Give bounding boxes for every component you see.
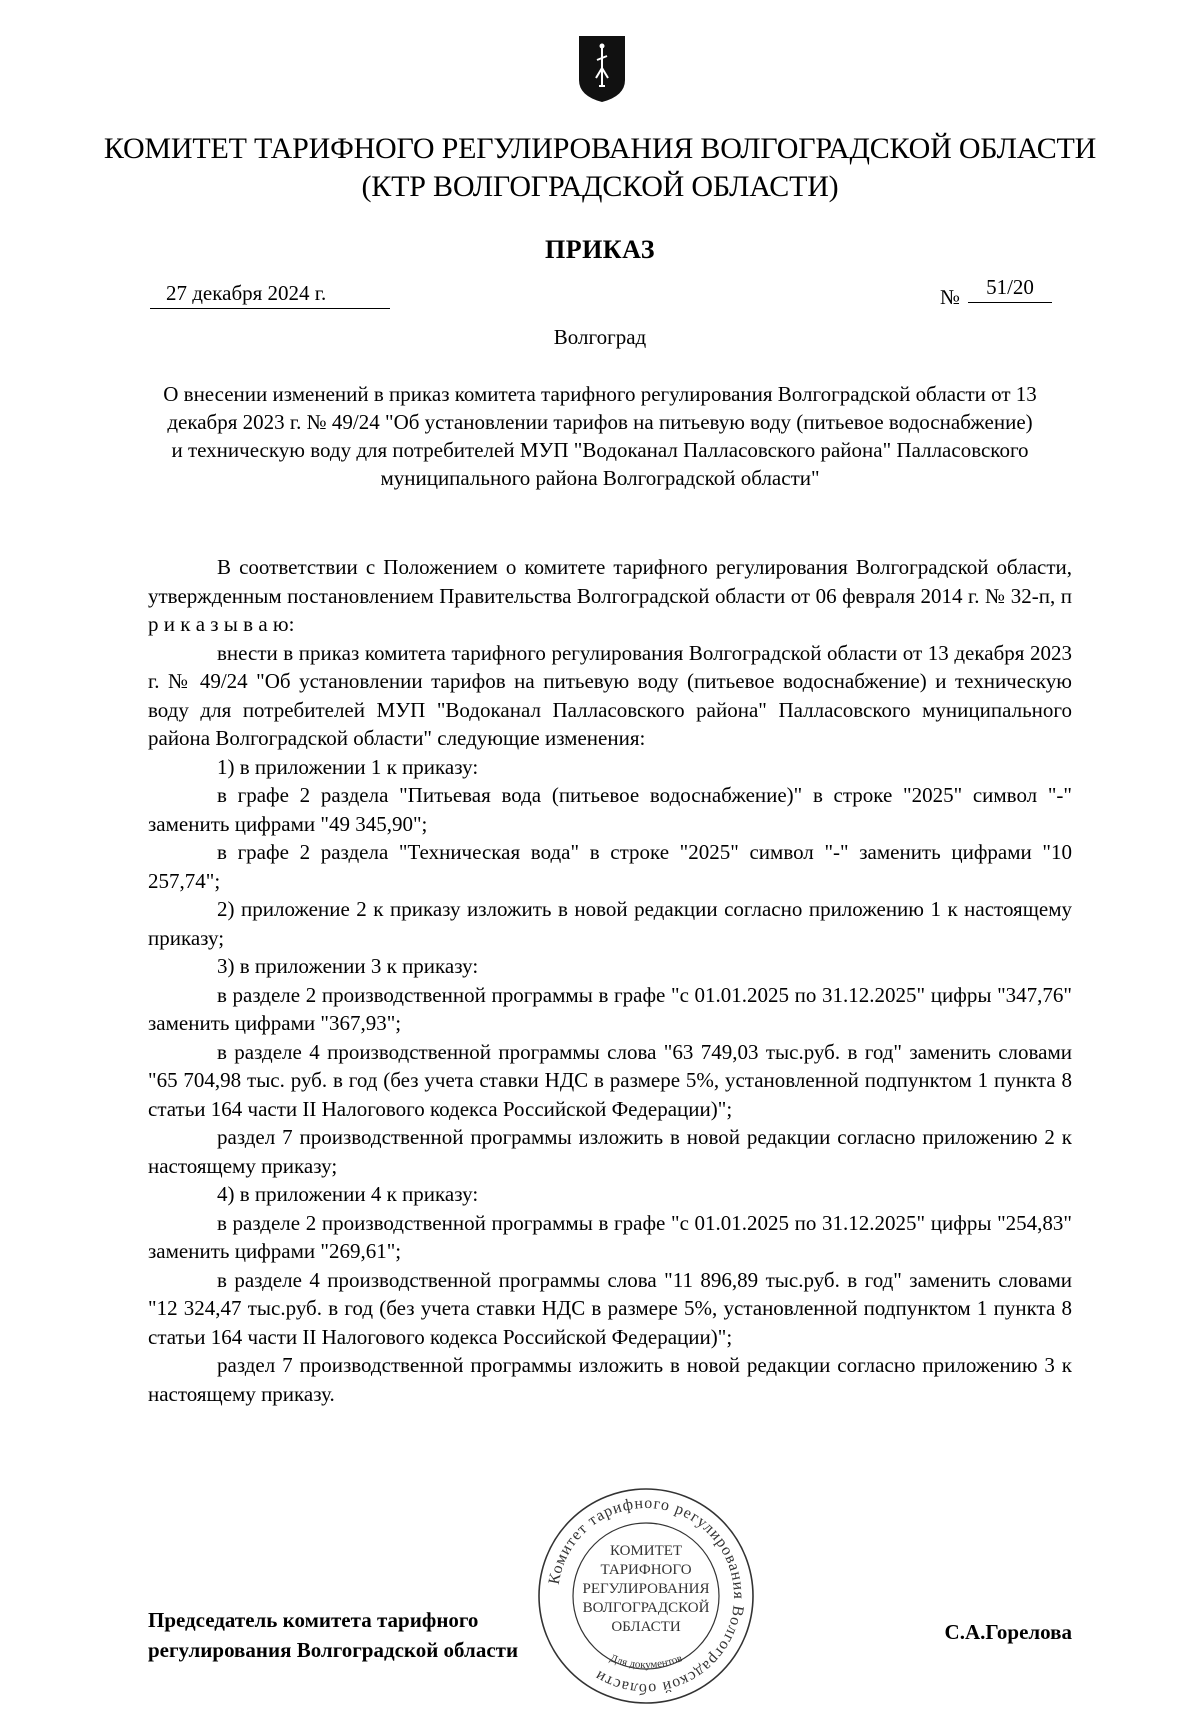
body-paragraph: 1) в приложении 1 к приказу: xyxy=(217,754,479,779)
svg-text:Для документов xyxy=(608,1652,684,1671)
body-paragraph: в разделе 4 производственной программы слова "63 749,03 тыс.руб. в год" заменить словами "65 704,98 тыс. руб. в год (без учета ставки НДС в размере 5%, установленной подпунктом 1 пункта 8 статьи 164 части II Налогового кодекса Российской Федерации)"; xyxy=(148,1039,1072,1121)
signatory-position-line1: Председатель комитета тарифного xyxy=(148,1608,479,1632)
order-date: 27 декабря 2024 г. xyxy=(150,278,390,309)
coat-of-arms-emblem xyxy=(577,34,627,104)
seal-bottom-text: Для документов xyxy=(608,1652,684,1672)
body-paragraph: внести в приказ комитета тарифного регулирования Волгоградской области от 13 декабря 2023 г. № 49/24 "Об установлении тарифов на питьевую воду (питьевое водоснабжение) и техническую воду для потребителей МУП "Водоканал Палласовского района" Палласовского муниципального района Волгоградской области" следующие изменения: xyxy=(148,640,1072,750)
seal-outer-text: Комитет тарифного регулирования Волгоградской области xyxy=(545,1494,748,1698)
body-paragraph: 2) приложение 2 к приказу изложить в новой редакции согласно приложению 1 к настоящему приказу; xyxy=(148,897,1072,950)
order-body xyxy=(148,553,1072,1408)
seal-inner-line3: РЕГУЛИРОВАНИЯ xyxy=(582,1581,710,1597)
seal-inner-line4: ВОЛГОГРАДСКОЙ xyxy=(582,1600,710,1616)
signatory-position xyxy=(148,1605,518,1665)
signatory-position-line2: регулирования Волгоградской области xyxy=(148,1638,519,1662)
body-paragraph: в разделе 2 производственной программы в графе "с 01.01.2025 по 31.12.2025" цифры "347,76" заменить цифрами "367,93"; xyxy=(148,982,1072,1035)
committee-name-line1: КОМИТЕТ ТАРИФНОГО РЕГУЛИРОВАНИЯ ВОЛГОГРАДСКОЙ ОБЛАСТИ xyxy=(103,132,1097,165)
body-paragraph: в графе 2 раздела "Техническая вода" в строке "2025" символ "-" заменить цифрами "10 257,74"; xyxy=(148,840,1072,893)
order-title: ПРИКАЗ xyxy=(544,235,656,264)
official-seal xyxy=(535,1485,757,1707)
seal-inner-line1: КОМИТЕТ xyxy=(609,1543,683,1559)
committee-name xyxy=(0,130,1200,206)
order-city: Волгоград xyxy=(553,325,647,349)
body-paragraph: в разделе 4 производственной программы слова "11 896,89 тыс.руб. в год" заменить словами "12 324,47 тыс.руб. в год (без учета ставки НДС в размере 5%, установленной подпунктом 1 пункта 8 статьи 164 части II Налогового кодекса Российской Федерации)"; xyxy=(148,1267,1072,1349)
order-subject: О внесении изменений в приказ комитета тарифного регулирования Волгоградской области от 13 декабря 2023 г. № 49/24 "Об установлении тарифов на питьевую воду (питьевое водоснабжение) и техническую воду для потребителей МУП "Водоканал Палласовского района" Палласовского муниципального района Волгоградской области" xyxy=(163,382,1037,490)
seal-inner-line5: ОБЛАСТИ xyxy=(611,1619,681,1635)
committee-name-line2: (КТР ВОЛГОГРАДСКОЙ ОБЛАСТИ) xyxy=(361,170,839,203)
body-paragraph: В соответствии с Положением о комитете тарифного регулирования Волгоградской области, утвержденным постановлением Правительства Волгоградской области от 06 февраля 2014 г. № 32-п, п р и к а з ы в а ю: xyxy=(148,555,1072,636)
body-paragraph: раздел 7 производственной программы изложить в новой редакции согласно приложению 3 к настоящему приказу. xyxy=(148,1353,1072,1406)
signatory-name: С.А.Горелова xyxy=(944,1620,1072,1644)
body-paragraph: в графе 2 раздела "Питьевая вода (питьевое водоснабжение)" в строке "2025" символ "-" заменить цифрами "49 345,90"; xyxy=(148,783,1072,836)
body-paragraph: в разделе 2 производственной программы в графе "с 01.01.2025 по 31.12.2025" цифры "254,83" заменить цифрами "269,61"; xyxy=(148,1210,1072,1263)
body-paragraph: 3) в приложении 3 к приказу: xyxy=(217,954,479,978)
body-paragraph: раздел 7 производственной программы изложить в новой редакции согласно приложению 2 к настоящему приказу; xyxy=(148,1125,1072,1178)
body-paragraph: 4) в приложении 4 к приказу: xyxy=(217,1182,479,1206)
order-number-label: № xyxy=(940,285,961,309)
seal-inner-line2: ТАРИФНОГО xyxy=(600,1562,692,1578)
order-number: 51/20 xyxy=(968,272,1052,303)
